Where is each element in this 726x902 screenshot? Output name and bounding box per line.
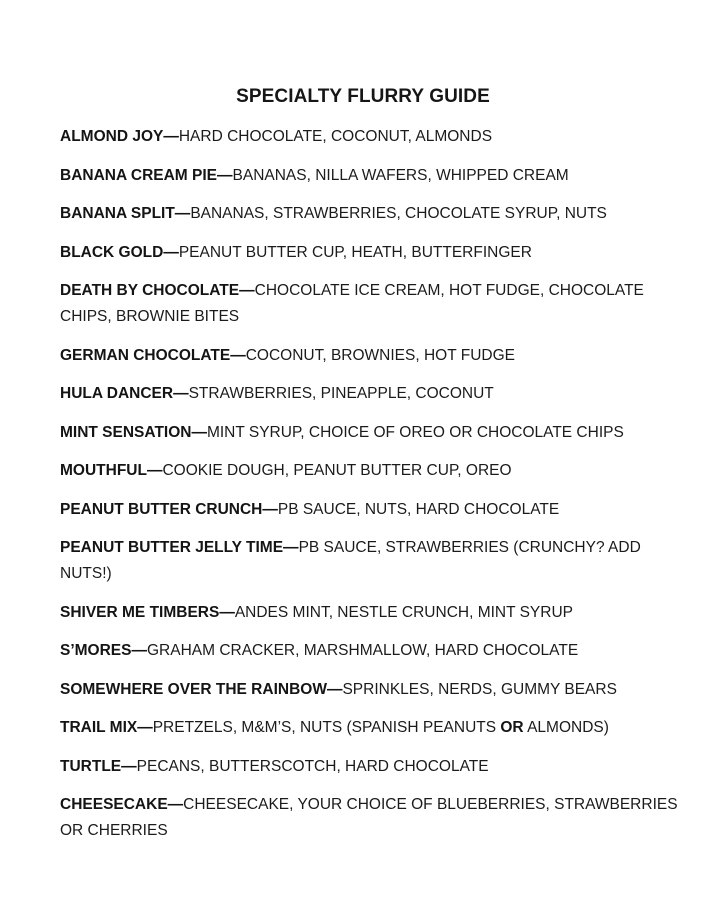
flurry-entry bbox=[60, 201, 705, 227]
flurry-entry bbox=[60, 600, 705, 626]
description-segment: ALMONDS) bbox=[523, 719, 609, 736]
flurry-name: HULA DANCER— bbox=[60, 385, 189, 402]
description-segment: BANANAS, STRAWBERRIES, CHOCOLATE SYRUP, NUTS bbox=[190, 205, 607, 222]
flurry-name: PEANUT BUTTER CRUNCH— bbox=[60, 500, 278, 518]
description-segment: NUTS!) bbox=[60, 565, 112, 582]
flurry-name: TURTLE— bbox=[60, 757, 137, 775]
flurry-name: ALMOND JOY— bbox=[60, 128, 179, 145]
description-segment: CHEESECAKE, YOUR CHOICE OF BLUEBERRIES, STRAWBERRIES bbox=[183, 796, 678, 813]
flurry-description bbox=[162, 462, 511, 479]
description-segment: ANDES MINT, NESTLE CRUNCH, MINT SYRUP bbox=[234, 603, 573, 621]
flurry-entry bbox=[60, 638, 705, 664]
flurry-name: SHIVER ME TIMBERS— bbox=[60, 603, 235, 621]
flurry-entry bbox=[60, 754, 705, 780]
description-segment: CHOCOLATE ICE CREAM, HOT FUDGE, CHOCOLATE bbox=[254, 282, 644, 299]
description-segment: PB SAUCE, STRAWBERRIES (CRUNCHY? ADD bbox=[298, 539, 641, 556]
description-segment: GRAHAM CRACKER, MARSHMALLOW, HARD CHOCOLATE bbox=[146, 642, 579, 659]
flurry-entry bbox=[60, 497, 705, 523]
flurry-description bbox=[147, 642, 578, 659]
description-segment: COCONUT, BROWNIES, HOT FUDGE bbox=[245, 346, 515, 364]
flurry-description bbox=[278, 501, 559, 518]
description-bold-segment: OR bbox=[500, 719, 524, 736]
flurry-entry bbox=[60, 381, 705, 407]
flurry-entry bbox=[60, 715, 705, 741]
flurry-name: MINT SENSATION— bbox=[60, 423, 207, 441]
description-segment: BANANAS, NILLA WAFERS, WHIPPED CREAM bbox=[232, 166, 569, 184]
description-segment: COOKIE DOUGH, PEANUT BUTTER CUP, OREO bbox=[162, 462, 512, 479]
flurry-description bbox=[179, 244, 532, 261]
description-segment: CHIPS, BROWNIE BITES bbox=[60, 308, 240, 325]
flurry-entry bbox=[60, 792, 705, 844]
flurry-description bbox=[342, 681, 616, 698]
flurry-name: CHEESECAKE— bbox=[60, 796, 184, 813]
flurry-name: BLACK GOLD— bbox=[60, 243, 179, 261]
description-segment: STRAWBERRIES, PINEAPPLE, COCONUT bbox=[188, 385, 494, 402]
description-segment: PRETZELS, M&M’S, NUTS (SPANISH PEANUTS bbox=[152, 719, 501, 736]
flurry-name: PEANUT BUTTER JELLY TIME— bbox=[60, 539, 299, 556]
flurry-name: S’MORES— bbox=[60, 642, 147, 659]
flurry-entry bbox=[60, 535, 705, 587]
flurry-description bbox=[246, 347, 515, 364]
flurry-entry bbox=[60, 677, 705, 703]
flurry-description bbox=[189, 385, 494, 402]
flurry-name: BANANA SPLIT— bbox=[60, 205, 191, 222]
flurry-description bbox=[233, 167, 569, 184]
flurry-description bbox=[137, 758, 489, 775]
description-segment: PEANUT BUTTER CUP, HEATH, BUTTERFINGER bbox=[178, 243, 532, 261]
description-segment: OR CHERRIES bbox=[60, 822, 168, 839]
flurry-description bbox=[179, 128, 492, 145]
description-segment: MINT SYRUP, CHOICE OF OREO OR CHOCOLATE CHIPS bbox=[206, 423, 624, 441]
flurry-name: TRAIL MIX— bbox=[60, 719, 153, 736]
flurry-entry bbox=[60, 458, 705, 484]
description-segment: SPRINKLES, NERDS, GUMMY BEARS bbox=[342, 680, 617, 698]
flurry-name: MOUTHFUL— bbox=[60, 462, 163, 479]
description-segment: HARD CHOCOLATE, COCONUT, ALMONDS bbox=[178, 128, 493, 145]
flurry-list bbox=[60, 124, 705, 844]
flurry-entry bbox=[60, 420, 705, 446]
flurry-description bbox=[153, 719, 609, 736]
flurry-description bbox=[207, 424, 624, 441]
description-segment: PECANS, BUTTERSCOTCH, HARD CHOCOLATE bbox=[136, 757, 489, 775]
flurry-name: SOMEWHERE OVER THE RAINBOW— bbox=[60, 680, 343, 698]
flurry-entry bbox=[60, 124, 705, 150]
page-title: SPECIALTY FLURRY GUIDE bbox=[236, 86, 490, 107]
flurry-description bbox=[190, 205, 607, 222]
flurry-name: GERMAN CHOCOLATE— bbox=[60, 346, 246, 364]
flurry-entry bbox=[60, 240, 705, 266]
description-segment: PB SAUCE, NUTS, HARD CHOCOLATE bbox=[277, 500, 560, 518]
flurry-name: DEATH BY CHOCOLATE— bbox=[60, 282, 255, 299]
flurry-entry bbox=[60, 163, 705, 189]
flurry-name: BANANA CREAM PIE— bbox=[60, 166, 233, 184]
flurry-entry bbox=[60, 278, 705, 330]
flurry-description bbox=[235, 604, 573, 621]
flurry-entry bbox=[60, 343, 705, 369]
